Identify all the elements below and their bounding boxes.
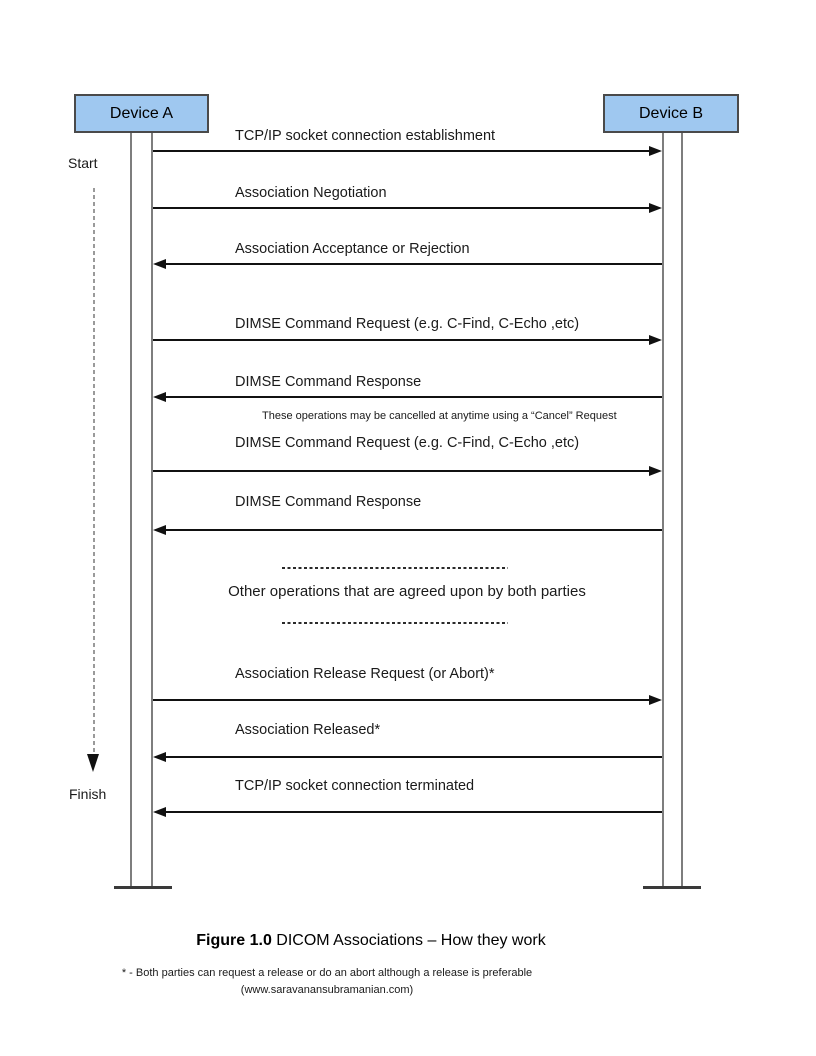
message-arrowhead-icon [649, 466, 662, 476]
device-b-box [603, 94, 739, 133]
cancel-note-text: These operations may be cancelled at anytime using a “Cancel” Request [262, 410, 617, 422]
figure-caption [0, 931, 742, 950]
message-arrow-line [166, 396, 662, 398]
message-label: TCP/IP socket connection terminated [235, 778, 475, 794]
message-arrow-line [166, 263, 662, 265]
message-arrowhead-icon [649, 335, 662, 345]
message-arrow-line [166, 529, 662, 531]
message-arrow-line [166, 756, 662, 758]
message-label: TCP/IP socket connection establishment [235, 128, 496, 144]
footnote-website: (www.saravanansubramanian.com) [240, 984, 414, 996]
figure-caption-text: DICOM Associations – How they work [271, 932, 546, 949]
footnote-release-abort: * - Both parties can request a release or do an abort although a release is preferable [121, 967, 533, 979]
timeline-dashed-line [93, 188, 95, 754]
message-arrow-line [153, 207, 650, 209]
figure-caption-number: Figure 1.0 [196, 932, 272, 949]
device-a-lifeline-end-bar [114, 886, 172, 889]
device-a-label: Device A [109, 104, 174, 122]
message-label: Association Released* [235, 722, 381, 738]
message-arrowhead-icon [649, 146, 662, 156]
message-label: Association Acceptance or Rejection [235, 241, 470, 257]
device-a-box [74, 94, 209, 133]
message-arrow-line [166, 811, 662, 813]
message-arrowhead-icon [649, 203, 662, 213]
message-label: DIMSE Command Response [235, 494, 422, 510]
timeline-arrowhead-icon [87, 754, 99, 772]
message-arrowhead-icon [649, 695, 662, 705]
dashed-separator-line [282, 567, 508, 569]
message-arrowhead-icon [153, 752, 166, 762]
message-label: DIMSE Command Request (e.g. C-Find, C-Echo ,etc) [235, 435, 580, 451]
dashed-separator-line [282, 622, 508, 624]
device-a-lifeline-inner [151, 133, 153, 886]
message-label: DIMSE Command Response [235, 374, 422, 390]
device-b-lifeline-end-bar [643, 886, 701, 889]
message-arrow-line [153, 150, 650, 152]
finish-label: Finish [69, 786, 107, 802]
device-a-lifeline-outer [130, 133, 132, 886]
message-arrowhead-icon [153, 807, 166, 817]
message-arrowhead-icon [153, 525, 166, 535]
device-b-label: Device B [638, 104, 704, 122]
device-b-lifeline-outer [681, 133, 683, 886]
message-label: Association Release Request (or Abort)* [235, 666, 495, 682]
message-label: DIMSE Command Request (e.g. C-Find, C-Echo ,etc) [235, 316, 580, 332]
message-arrowhead-icon [153, 392, 166, 402]
start-label: Start [68, 155, 98, 171]
message-arrow-line [153, 339, 650, 341]
message-label: Association Negotiation [235, 185, 387, 201]
message-arrowhead-icon [153, 259, 166, 269]
other-operations-text: Other operations that are agreed upon by both parties [228, 583, 586, 600]
message-arrow-line [153, 470, 650, 472]
message-arrow-line [153, 699, 650, 701]
device-b-lifeline-inner [662, 133, 664, 886]
